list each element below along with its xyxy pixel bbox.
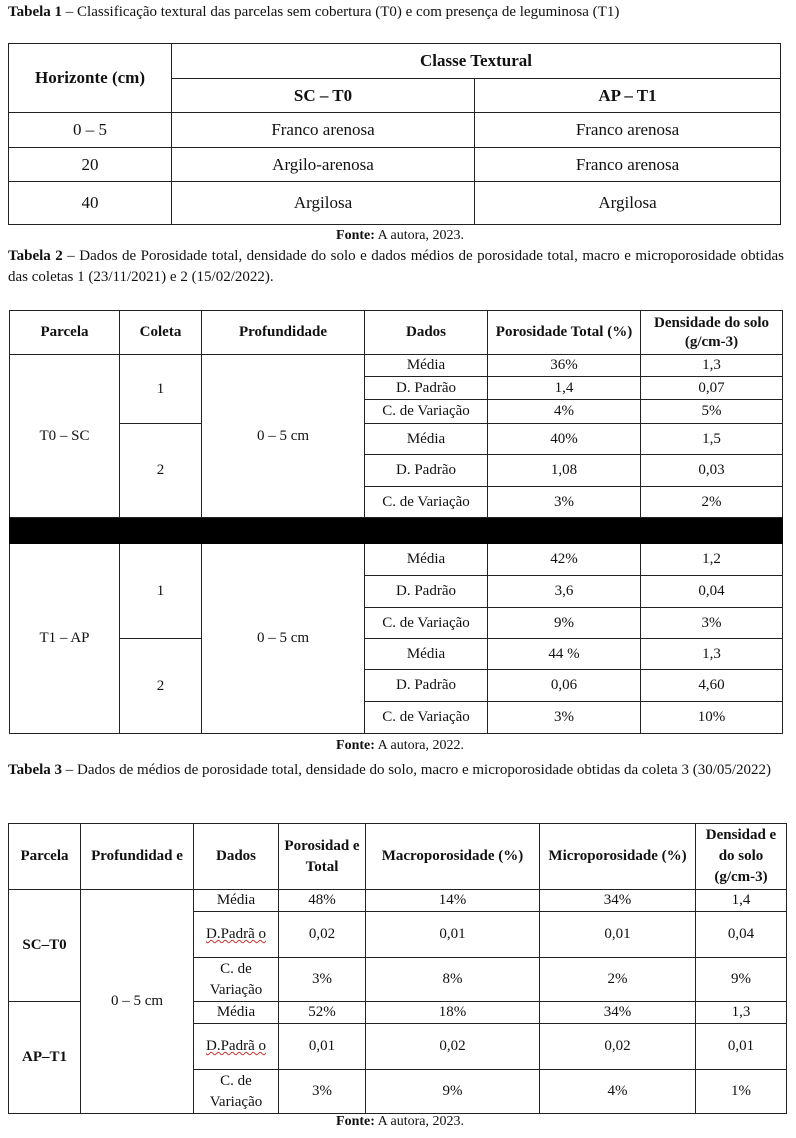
table2-caption-text: – Dados de Porosidade total, densidade do solo e dados médios de porosidade total, macro e microporosidade obtidas das coletas 1 (23/11/2021) e 2 (15/02/2022).: [8, 248, 785, 285]
table1: [8, 43, 781, 225]
table2-caption: [8, 246, 784, 288]
cell-dados: C. de Variação: [194, 1070, 279, 1114]
cell-ap: Argilosa: [475, 182, 781, 225]
cell-densidade: 5%: [641, 400, 783, 424]
cell-porosidade: 44 %: [488, 639, 641, 670]
header-ap-t1: AP – T1: [475, 79, 781, 113]
cell-coleta: 2: [120, 424, 202, 518]
header-profundidade: Profundidad e: [81, 824, 194, 890]
cell-micro: 0,01: [540, 912, 696, 958]
cell-dados: D. Padrão: [365, 455, 488, 487]
cell-densidade: 1,3: [696, 1002, 787, 1024]
header-parcela: Parcela: [9, 824, 81, 890]
table-row: [9, 182, 781, 225]
cell-dados: C. de Variação: [365, 608, 488, 639]
cell-porosidade: 1,4: [488, 377, 641, 400]
cell-dados: D. Padrão: [365, 670, 488, 702]
header-dados: Dados: [194, 824, 279, 890]
cell-densidade: 1,3: [641, 639, 783, 670]
cell-dados: D. Padrão: [365, 377, 488, 400]
cell-porosidade: 1,08: [488, 455, 641, 487]
cell-porosidade: 42%: [488, 544, 641, 576]
table2-label: Tabela 2: [8, 248, 63, 264]
cell-macro: 8%: [366, 958, 540, 1002]
cell-dados: Média: [194, 890, 279, 912]
table3-label: Tabela 3: [8, 762, 63, 778]
cell-porosidade: 36%: [488, 355, 641, 377]
header-densidade: Densidad e do solo (g/cm-3): [696, 824, 787, 890]
header-porosidade-total: Porosidad e Total: [279, 824, 366, 890]
table1-caption-text: – Classificação textural das parcelas sem cobertura (T0) e com presença de leguminosa (T1): [62, 4, 620, 20]
cell-porosidade: 3%: [279, 1070, 366, 1114]
cell-micro: 2%: [540, 958, 696, 1002]
header-parcela: Parcela: [10, 311, 120, 355]
cell-porosidade: 0,02: [279, 912, 366, 958]
cell-porosidade: 48%: [279, 890, 366, 912]
cell-dados: D. Padrão: [365, 576, 488, 608]
cell-sc: Argilo-arenosa: [172, 148, 475, 182]
header-microporosidade: Microporosidade (%): [540, 824, 696, 890]
table1-caption: [8, 2, 784, 23]
cell-densidade: 2%: [641, 487, 783, 518]
cell-porosidade: 40%: [488, 424, 641, 455]
header-densidade: Densidade do solo (g/cm-3): [641, 311, 783, 355]
cell-coleta: 2: [120, 639, 202, 734]
cell-densidade: 1,2: [641, 544, 783, 576]
cell-porosidade: 3%: [488, 487, 641, 518]
table3-caption-text: – Dados de médios de porosidade total, densidade do solo, macro e microporosidade obtidas da coleta 3 (30/05/2022): [62, 762, 772, 778]
cell-ap: Franco arenosa: [475, 113, 781, 148]
table3-caption: [8, 760, 784, 781]
cell-ap: Franco arenosa: [475, 148, 781, 182]
cell-parcela: T0 – SC: [10, 355, 120, 518]
cell-densidade: 1,3: [641, 355, 783, 377]
header-horizonte: Horizonte (cm): [9, 44, 172, 113]
cell-dados: C. de Variação: [365, 702, 488, 734]
cell-sc: Argilosa: [172, 182, 475, 225]
source-text: A autora, 2023.: [374, 228, 464, 243]
cell-dados: Média: [365, 544, 488, 576]
cell-densidade: 0,01: [696, 1024, 787, 1070]
table3: [8, 823, 787, 1114]
cell-densidade: 1,4: [696, 890, 787, 912]
header-dados: Dados: [365, 311, 488, 355]
cell-porosidade: 52%: [279, 1002, 366, 1024]
cell-densidade: 0,07: [641, 377, 783, 400]
cell-dados: Média: [365, 424, 488, 455]
cell-horizonte: 20: [9, 148, 172, 182]
separator-row: [10, 518, 783, 544]
table2-source: [300, 738, 500, 754]
table-row: [10, 424, 783, 455]
table-row: [9, 148, 781, 182]
cell-macro: 14%: [366, 890, 540, 912]
header-coleta: Coleta: [120, 311, 202, 355]
cell-parcela: T1 – AP: [10, 544, 120, 734]
cell-macro: 0,02: [366, 1024, 540, 1070]
cell-micro: 4%: [540, 1070, 696, 1114]
header-porosidade-total: Porosidade Total (%): [488, 311, 641, 355]
source-text: A autora, 2023.: [374, 1114, 464, 1129]
cell-densidade: 1,5: [641, 424, 783, 455]
table-row: [10, 639, 783, 670]
cell-densidade: 0,04: [641, 576, 783, 608]
cell-porosidade: 3%: [488, 702, 641, 734]
cell-profundidade: 0 – 5 cm: [81, 890, 194, 1114]
header-profundidade: Profundidade: [202, 311, 365, 355]
cell-micro: 0,02: [540, 1024, 696, 1070]
cell-densidade: 3%: [641, 608, 783, 639]
source-label: Fonte:: [336, 228, 375, 243]
cell-sc: Franco arenosa: [172, 113, 475, 148]
cell-parcela: AP–T1: [9, 1002, 81, 1114]
cell-macro: 0,01: [366, 912, 540, 958]
cell-macro: 18%: [366, 1002, 540, 1024]
cell-profundidade: 0 – 5 cm: [202, 544, 365, 734]
cell-densidade: 1%: [696, 1070, 787, 1114]
table-row: [10, 544, 783, 576]
cell-dados: C. de Variação: [194, 958, 279, 1002]
cell-dados: D.Padrã o: [194, 1024, 279, 1070]
cell-dados: C. de Variação: [365, 400, 488, 424]
cell-macro: 9%: [366, 1070, 540, 1114]
table2: [9, 310, 783, 734]
cell-dados: Média: [194, 1002, 279, 1024]
cell-dados: Média: [365, 639, 488, 670]
cell-porosidade: 9%: [488, 608, 641, 639]
cell-porosidade: 3,6: [488, 576, 641, 608]
table1-source: [300, 228, 500, 244]
source-text: A autora, 2022.: [374, 738, 464, 753]
table-row: [9, 113, 781, 148]
cell-micro: 34%: [540, 1002, 696, 1024]
cell-porosidade: 4%: [488, 400, 641, 424]
cell-densidade: 0,04: [696, 912, 787, 958]
cell-profundidade: 0 – 5 cm: [202, 355, 365, 518]
cell-porosidade: 0,06: [488, 670, 641, 702]
table3-source: [300, 1114, 500, 1130]
cell-porosidade: 3%: [279, 958, 366, 1002]
cell-horizonte: 40: [9, 182, 172, 225]
source-label: Fonte:: [336, 738, 375, 753]
cell-dados: Média: [365, 355, 488, 377]
cell-densidade: 0,03: [641, 455, 783, 487]
cell-dados: D.Padrã o: [194, 912, 279, 958]
source-label: Fonte:: [336, 1114, 375, 1129]
table-row: [10, 355, 783, 377]
separator-bar: [10, 518, 783, 544]
cell-densidade: 4,60: [641, 670, 783, 702]
cell-coleta: 1: [120, 355, 202, 424]
header-macroporosidade: Macroporosidade (%): [366, 824, 540, 890]
cell-parcela: SC–T0: [9, 890, 81, 1002]
cell-densidade: 9%: [696, 958, 787, 1002]
cell-porosidade: 0,01: [279, 1024, 366, 1070]
header-sc-t0: SC – T0: [172, 79, 475, 113]
cell-densidade: 10%: [641, 702, 783, 734]
cell-dados: C. de Variação: [365, 487, 488, 518]
table-row: [9, 890, 787, 912]
header-classe-textural: Classe Textural: [172, 44, 781, 79]
cell-micro: 34%: [540, 890, 696, 912]
cell-coleta: 1: [120, 544, 202, 639]
cell-horizonte: 0 – 5: [9, 113, 172, 148]
table1-label: Tabela 1: [8, 4, 63, 20]
